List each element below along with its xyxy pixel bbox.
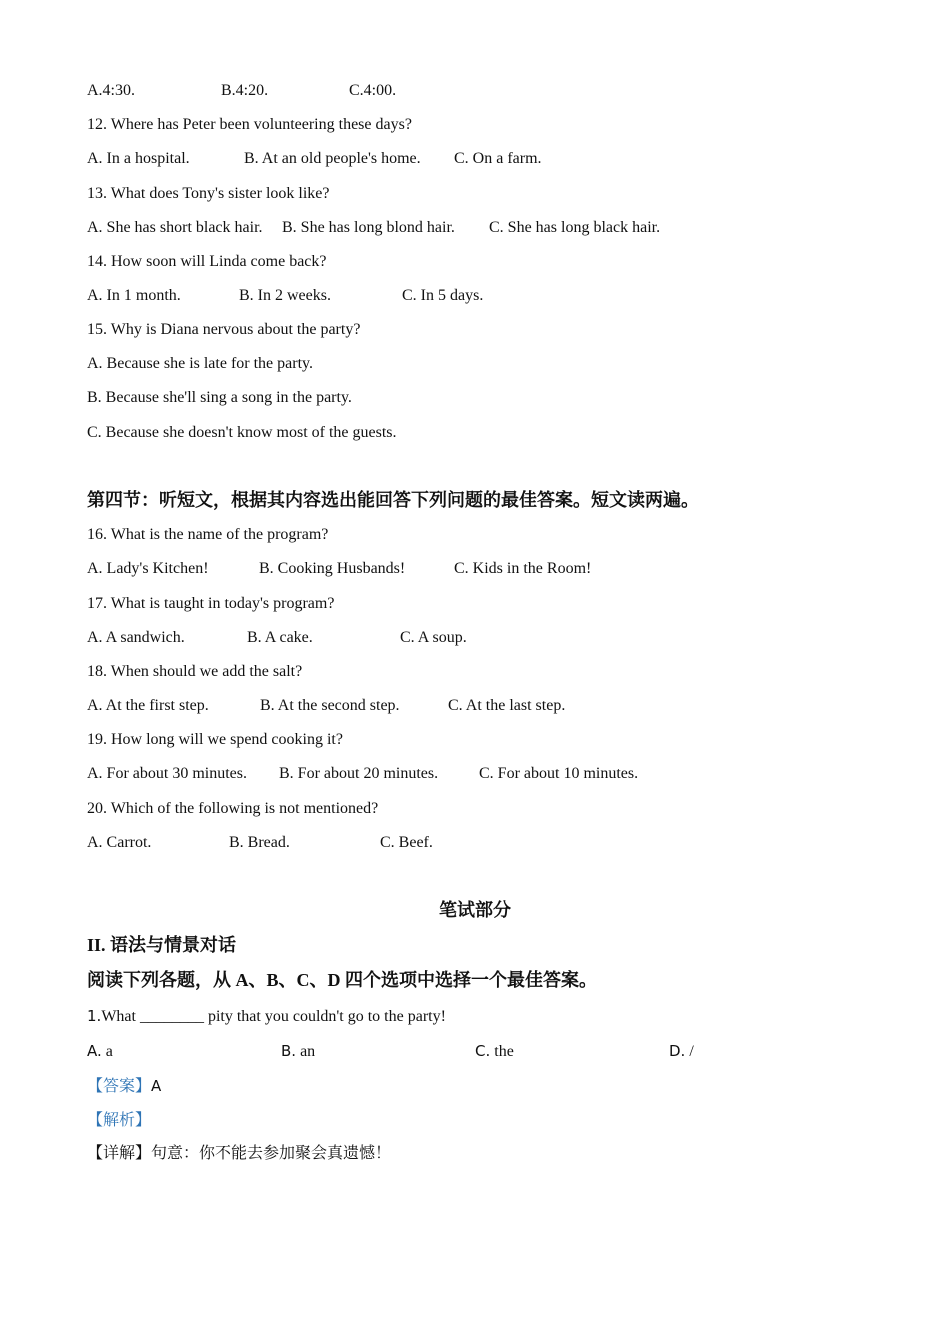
q17-option-a: A. A sandwich.: [87, 629, 185, 646]
q16-option-b: B. Cooking Husbands!: [259, 560, 406, 577]
grammar-q1-number: 1.: [87, 1007, 102, 1025]
grammar-q1: [87, 1006, 446, 1027]
q19-option-b: B. For about 20 minutes.: [279, 765, 439, 782]
detail-explanation: 【详解】句意：你不能去参加聚会真遗憾！: [87, 1145, 392, 1162]
option-letter: C.: [475, 1042, 491, 1060]
q19-option-c: C. For about 10 minutes.: [479, 765, 639, 782]
written-part-title: 笔试部分: [439, 900, 511, 920]
q16-option-c: C. Kids in the Room!: [454, 560, 592, 577]
q20-option-b: B. Bread.: [229, 834, 290, 851]
analysis-label: 【解析】: [87, 1112, 152, 1129]
q20-question: 20. Which of the following is not mentioned?: [87, 800, 379, 817]
q15-option-a: A. Because she is late for the party.: [87, 355, 313, 372]
q16-option-a: A. Lady's Kitchen!: [87, 560, 209, 577]
q11-option-c: C.4:00.: [349, 82, 397, 99]
q12-option-a: A. In a hospital.: [87, 150, 190, 167]
q20-option-a: A. Carrot.: [87, 834, 152, 851]
part2-heading: II. 语法与情景对话: [87, 935, 237, 955]
answer-label: 【答案】: [87, 1078, 152, 1095]
option-text: the: [494, 1043, 514, 1060]
option-letter: A.: [87, 1042, 102, 1060]
q11-option-a: A.4:30.: [87, 82, 135, 99]
option-text: a: [105, 1043, 113, 1060]
part2-instruction: 阅读下列各题，从 A、B、C、D 四个选项中选择一个最佳答案。: [87, 970, 598, 990]
q14-option-b: B. In 2 weeks.: [239, 287, 331, 304]
option-text: /: [689, 1043, 694, 1060]
grammar-q1-option-a: [87, 1041, 113, 1062]
option-letter: D.: [669, 1042, 686, 1060]
answer-value: A: [151, 1077, 162, 1095]
q17-option-c: C. A soup.: [400, 629, 467, 646]
q15-option-c: C. Because she doesn't know most of the guests.: [87, 424, 397, 441]
option-text: an: [300, 1043, 316, 1060]
section4-heading: 第四节：听短文，根据其内容选出能回答下列问题的最佳答案。短文读两遍。: [87, 490, 699, 510]
q12-option-c: C. On a farm.: [454, 150, 542, 167]
q14-option-a: A. In 1 month.: [87, 287, 181, 304]
q18-option-a: A. At the first step.: [87, 697, 209, 714]
q14-option-c: C. In 5 days.: [402, 287, 484, 304]
q12-option-b: B. At an old people's home.: [244, 150, 421, 167]
grammar-q1-option-c: [475, 1041, 514, 1062]
q18-option-b: B. At the second step.: [260, 697, 400, 714]
q17-question: 17. What is taught in today's program?: [87, 595, 335, 612]
q12-question: 12. Where has Peter been volunteering these days?: [87, 116, 412, 133]
q13-option-c: C. She has long black hair.: [489, 219, 661, 236]
q19-option-a: A. For about 30 minutes.: [87, 765, 247, 782]
grammar-q1-option-b: [281, 1041, 315, 1062]
grammar-q1-option-d: [669, 1041, 694, 1062]
q16-question: 16. What is the name of the program?: [87, 526, 329, 543]
q15-question: 15. Why is Diana nervous about the party?: [87, 321, 361, 338]
q18-option-c: C. At the last step.: [448, 697, 566, 714]
q13-option-b: B. She has long blond hair.: [282, 219, 455, 236]
q19-question: 19. How long will we spend cooking it?: [87, 731, 343, 748]
q13-question: 13. What does Tony's sister look like?: [87, 185, 330, 202]
answer-line: [87, 1076, 161, 1097]
grammar-q1-text: What ________ pity that you couldn't go to the party!: [101, 1008, 446, 1025]
q11-option-b: B.4:20.: [221, 82, 269, 99]
q17-option-b: B. A cake.: [247, 629, 313, 646]
option-letter: B.: [281, 1042, 297, 1060]
q18-question: 18. When should we add the salt?: [87, 663, 303, 680]
q15-option-b: B. Because she'll sing a song in the party.: [87, 389, 352, 406]
q14-question: 14. How soon will Linda come back?: [87, 253, 327, 270]
q20-option-c: C. Beef.: [380, 834, 433, 851]
q13-option-a: A. She has short black hair.: [87, 219, 263, 236]
